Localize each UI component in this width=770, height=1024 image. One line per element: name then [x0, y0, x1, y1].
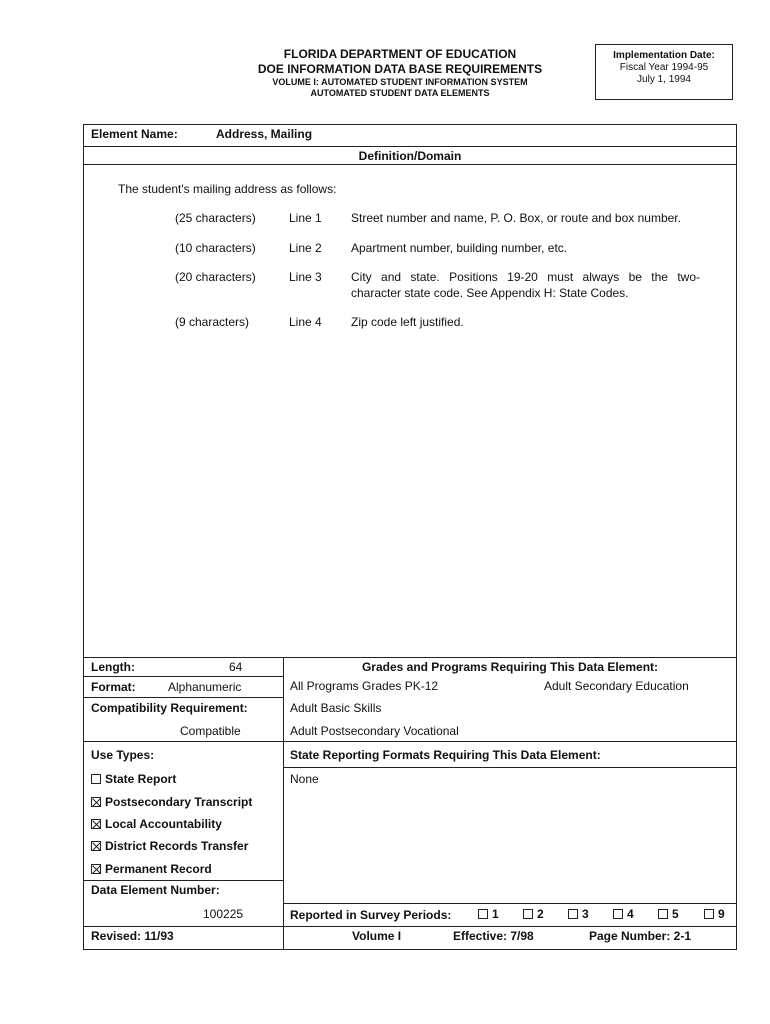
- divider: [283, 903, 737, 904]
- divider: [83, 880, 283, 881]
- header-volume: VOLUME I: AUTOMATED STUDENT INFORMATION SYSTEM: [272, 77, 528, 87]
- footer-volume: Volume I: [352, 929, 402, 943]
- footer-page-number: Page Number: 2-1: [589, 929, 692, 943]
- use-type-local-accountability: [91, 817, 222, 832]
- line4-label: Line 4: [289, 315, 322, 329]
- implementation-fiscal-year: Fiscal Year 1994-95: [619, 62, 709, 73]
- checkbox-icon: [658, 909, 668, 919]
- survey-period-1: [478, 907, 499, 922]
- state-formats-value: None: [290, 772, 319, 786]
- survey-period-2: [523, 907, 544, 922]
- divider: [83, 741, 737, 742]
- implementation-date-box: [595, 44, 733, 100]
- line1-size: (25 characters): [175, 211, 256, 225]
- use-type-label: State Report: [105, 772, 177, 786]
- survey-period-label: 1: [492, 907, 499, 921]
- checked-box-icon: [91, 819, 101, 829]
- divider: [83, 697, 283, 698]
- grades-heading: Grades and Programs Requiring This Data Element:: [361, 660, 659, 674]
- checked-box-icon: [91, 797, 101, 807]
- survey-period-label: 4: [627, 907, 634, 921]
- survey-period-label: 5: [672, 907, 679, 921]
- checked-box-icon: [91, 864, 101, 874]
- survey-period-3: [568, 907, 589, 922]
- compatibility-label: Compatibility Requirement:: [91, 701, 248, 715]
- use-type-label: District Records Transfer: [105, 839, 249, 853]
- line2-label: Line 2: [289, 241, 322, 255]
- header-subtitle: DOE INFORMATION DATA BASE REQUIREMENTS: [257, 62, 543, 76]
- checkbox-icon: [568, 909, 578, 919]
- survey-period-9: [704, 907, 725, 922]
- implementation-date: July 1, 1994: [637, 74, 691, 85]
- survey-period-5: [658, 907, 679, 922]
- divider: [283, 657, 284, 949]
- use-type-district-records-transfer: [91, 839, 248, 854]
- line3-description-continued: character state code. See Appendix H: State Codes.: [351, 286, 629, 300]
- use-type-permanent-record: [91, 862, 212, 877]
- survey-period-label: 3: [582, 907, 589, 921]
- use-type-label: Local Accountability: [105, 817, 222, 831]
- line4-description: Zip code left justified.: [351, 315, 464, 329]
- line4-size: (9 characters): [175, 315, 250, 329]
- line1-description: Street number and name, P. O. Box, or route and box number.: [351, 211, 681, 225]
- format-label: Format:: [91, 680, 136, 694]
- length-value: 64: [229, 660, 243, 674]
- survey-period-label: 2: [537, 907, 544, 921]
- element-name-value: Address, Mailing: [216, 127, 313, 141]
- data-element-number-value: 100225: [203, 907, 244, 921]
- divider: [83, 164, 737, 165]
- checkbox-icon: [91, 774, 101, 784]
- checkbox-icon: [613, 909, 623, 919]
- survey-period-label: 9: [718, 907, 725, 921]
- definition-intro: The student's mailing address as follows:: [118, 182, 337, 196]
- data-element-number-label: Data Element Number:: [91, 883, 220, 897]
- grades-item: Adult Secondary Education: [544, 679, 689, 693]
- checkbox-icon: [704, 909, 714, 919]
- length-label: Length:: [91, 660, 135, 674]
- divider: [83, 926, 737, 927]
- use-type-postsecondary-transcript: [91, 795, 252, 810]
- header-section: AUTOMATED STUDENT DATA ELEMENTS: [310, 88, 490, 98]
- line3-size: (20 characters): [175, 270, 256, 284]
- use-type-state-report: [91, 772, 176, 787]
- divider: [83, 657, 737, 658]
- header-title: FLORIDA DEPARTMENT OF EDUCATION: [283, 47, 517, 61]
- definition-heading: Definition/Domain: [358, 149, 462, 163]
- checkbox-icon: [523, 909, 533, 919]
- divider: [83, 146, 737, 147]
- line1-label: Line 1: [289, 211, 322, 225]
- compatibility-value: Compatible: [180, 724, 241, 738]
- use-types-heading: Use Types:: [91, 748, 155, 762]
- use-type-label: Postsecondary Transcript: [105, 795, 253, 809]
- implementation-label: Implementation Date:: [613, 50, 715, 61]
- line2-size: (10 characters): [175, 241, 256, 255]
- checked-box-icon: [91, 841, 101, 851]
- grades-item: All Programs Grades PK-12: [290, 679, 439, 693]
- footer-effective: Effective: 7/98: [453, 929, 534, 943]
- grades-item: Adult Basic Skills: [290, 701, 382, 715]
- survey-period-4: [613, 907, 634, 922]
- state-formats-heading: State Reporting Formats Requiring This Data Element:: [290, 748, 601, 762]
- format-value: Alphanumeric: [168, 680, 242, 694]
- line2-description: Apartment number, building number, etc.: [351, 241, 568, 255]
- survey-periods-label: Reported in Survey Periods:: [290, 908, 452, 922]
- checkbox-icon: [478, 909, 488, 919]
- use-type-label: Permanent Record: [105, 862, 212, 876]
- element-name-label: Element Name:: [91, 127, 178, 141]
- grades-item: Adult Postsecondary Vocational: [290, 724, 459, 738]
- line3-description: City and state. Positions 19-20 must always be the two-: [351, 270, 700, 284]
- divider: [283, 767, 737, 768]
- footer-revised: Revised: 11/93: [91, 929, 174, 943]
- line3-label: Line 3: [289, 270, 322, 284]
- divider: [83, 676, 283, 677]
